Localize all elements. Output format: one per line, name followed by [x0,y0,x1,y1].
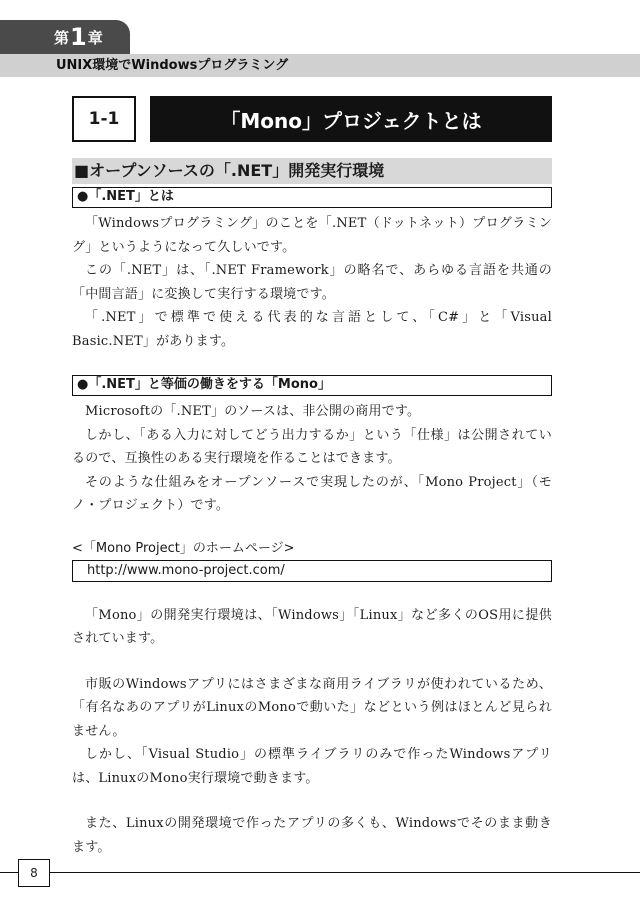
homepage-url: http://www.mono-project.com/ [72,560,552,582]
footer-rule [0,872,640,873]
chapter-suffix: 章 [87,28,103,47]
topic-heading-mono: ●「.NET」と等価の働きをする「Mono」 [72,375,552,396]
page-number: 8 [18,859,50,887]
chapter-prefix: 第 [54,28,70,47]
paragraph: 「.NET」で標準で使える代表的な言語として、「C#」と「Visual Basic.NET」があります。 [72,310,552,349]
paragraph: この「.NET」は、「.NET Framework」の略名で、あらゆる言語を共通の「中間言語」に変換して実行する環境です。 [72,263,552,302]
homepage-caption: <「Mono Project」のホームページ> [72,540,295,556]
running-header: UNIX環境でWindowsプログラミング [0,54,640,77]
paragraph: そのような仕組みをオープンソースで実現したのが、「Mono Project」（モノ・プロジェクト）です。 [72,474,552,513]
paragraph: 市販のWindowsアプリにはさまざまな商用ライブラリが使われているため、「有名なあのアプリがLinuxのMonoで動いた」などという例はほとんど見られません。 [72,676,552,739]
paragraph: Microsoftの「.NET」のソースは、非公開の商用です。 [85,404,421,419]
section-title: 「Mono」プロジェクトとは [150,96,552,142]
paragraph: しかし、「Visual Studio」の標準ライブラリのみで作ったWindowsアプリは、LinuxのMono実行環境で動きます。 [72,747,552,786]
chapter-number: 1 [70,23,87,51]
subsection-heading: ■オープンソースの「.NET」開発実行環境 [72,158,552,184]
paragraph: また、Linuxの開発環境で作ったアプリの多くも、Windowsでそのまま動きます。 [72,816,552,855]
section-title-row [72,96,552,142]
paragraph: 「Mono」の開発実行環境は、「Windows」「Linux」など多くのOS用に提供されています。 [72,607,552,646]
topic-body-mono [72,400,552,518]
paragraph: しかし、「ある入力に対してどう出力するか」という「仕様」は公開されているので、互換性のある実行環境を作ることはできます。 [72,427,552,466]
topic-body-net [72,212,552,353]
section-number: 1-1 [72,96,136,142]
topic-heading-net: ●「.NET」とは [72,187,552,208]
main-content [72,158,552,859]
paragraph: 「Windowsプログラミング」のことを「.NET（ドットネット）プログラミング」というようになって久しいです。 [72,216,552,255]
chapter-tab [0,20,130,54]
